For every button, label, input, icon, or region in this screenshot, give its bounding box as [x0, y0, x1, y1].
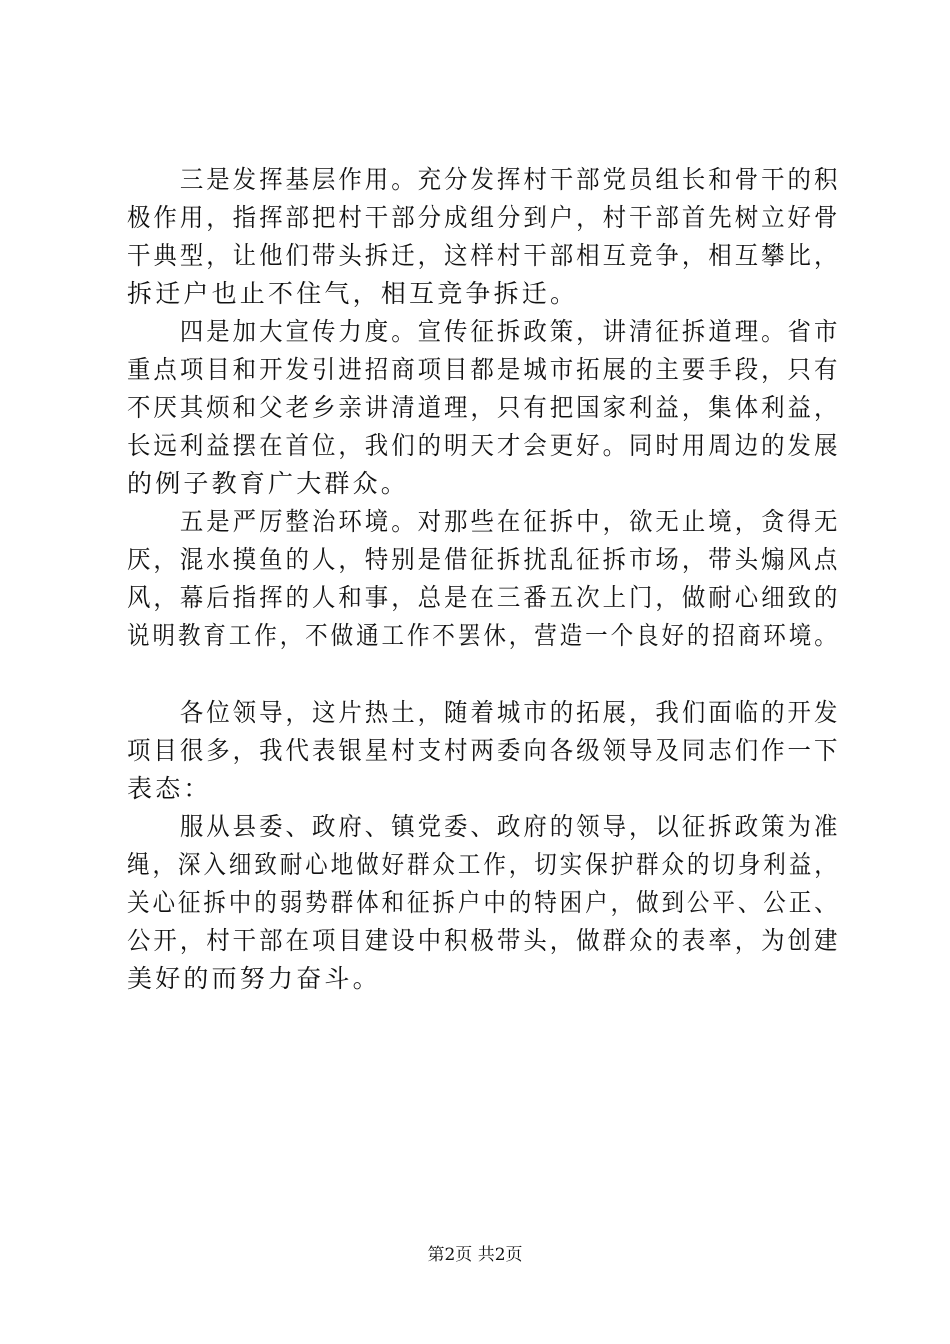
paragraph-3-line-3: 风，幕后指挥的人和事，总是在三番五次上门，做耐心细致的 [127, 583, 841, 612]
paragraph-4-line-1: 各位领导，这片热土，随着城市的拓展，我们面临的开发 [127, 698, 841, 727]
paragraph-5-line-2: 绳，深入细致耐心地做好群众工作，切实保护群众的切身利益， [127, 850, 840, 879]
paragraph-4-line-3: 表态： [127, 774, 212, 803]
paragraph-5-line-3: 关心征拆中的弱势群体和征拆户中的特困户，做到公平、公正、 [127, 888, 840, 917]
paragraph-2-line-4: 长远利益摆在首位，我们的明天才会更好。同时用周边的发展 [127, 431, 841, 460]
page-number-footer: 第2页 共2页 [427, 1245, 523, 1265]
paragraph-2-line-1: 四是加大宣传力度。宣传征拆政策，讲清征拆道理。省市 [127, 317, 841, 346]
paragraph-4-line-2: 项目很多，我代表银星村支村两委向各级领导及同志们作一下 [127, 736, 841, 765]
paragraph-1-line-3: 干典型，让他们带头拆迁，这样村干部相互竞争，相互攀比， [127, 241, 841, 270]
paragraph-5-line-5: 美好的而努力奋斗。 [127, 964, 381, 993]
paragraph-2-line-2: 重点项目和开发引进招商项目都是城市拓展的主要手段，只有 [127, 355, 841, 384]
paragraph-3-line-1: 五是严厉整治环境。对那些在征拆中，欲无止境，贪得无 [127, 507, 841, 536]
paragraph-1-line-1: 三是发挥基层作用。充分发挥村干部党员组长和骨干的积 [127, 165, 841, 194]
paragraph-5-line-4: 公开，村干部在项目建设中积极带头，做群众的表率，为创建 [127, 926, 841, 955]
paragraph-1-line-4: 拆迁户也止不住气，相互竞争拆迁。 [127, 279, 579, 308]
paragraph-1-line-2: 极作用，指挥部把村干部分成组分到户，村干部首先树立好骨 [127, 203, 841, 232]
paragraph-3-line-4: 说明教育工作，不做通工作不罢休，营造一个良好的招商环境。 [127, 621, 840, 650]
paragraph-2-line-5: 的例子教育广大群众。 [127, 469, 410, 498]
paragraph-2-line-3: 不厌其烦和父老乡亲讲清道理，只有把国家利益，集体利益， [127, 393, 841, 422]
paragraph-3-line-2: 厌，混水摸鱼的人，特别是借征拆扰乱征拆市场，带头煽风点 [127, 545, 841, 574]
paragraph-5-line-1: 服从县委、政府、镇党委、政府的领导，以征拆政策为准 [127, 812, 841, 841]
